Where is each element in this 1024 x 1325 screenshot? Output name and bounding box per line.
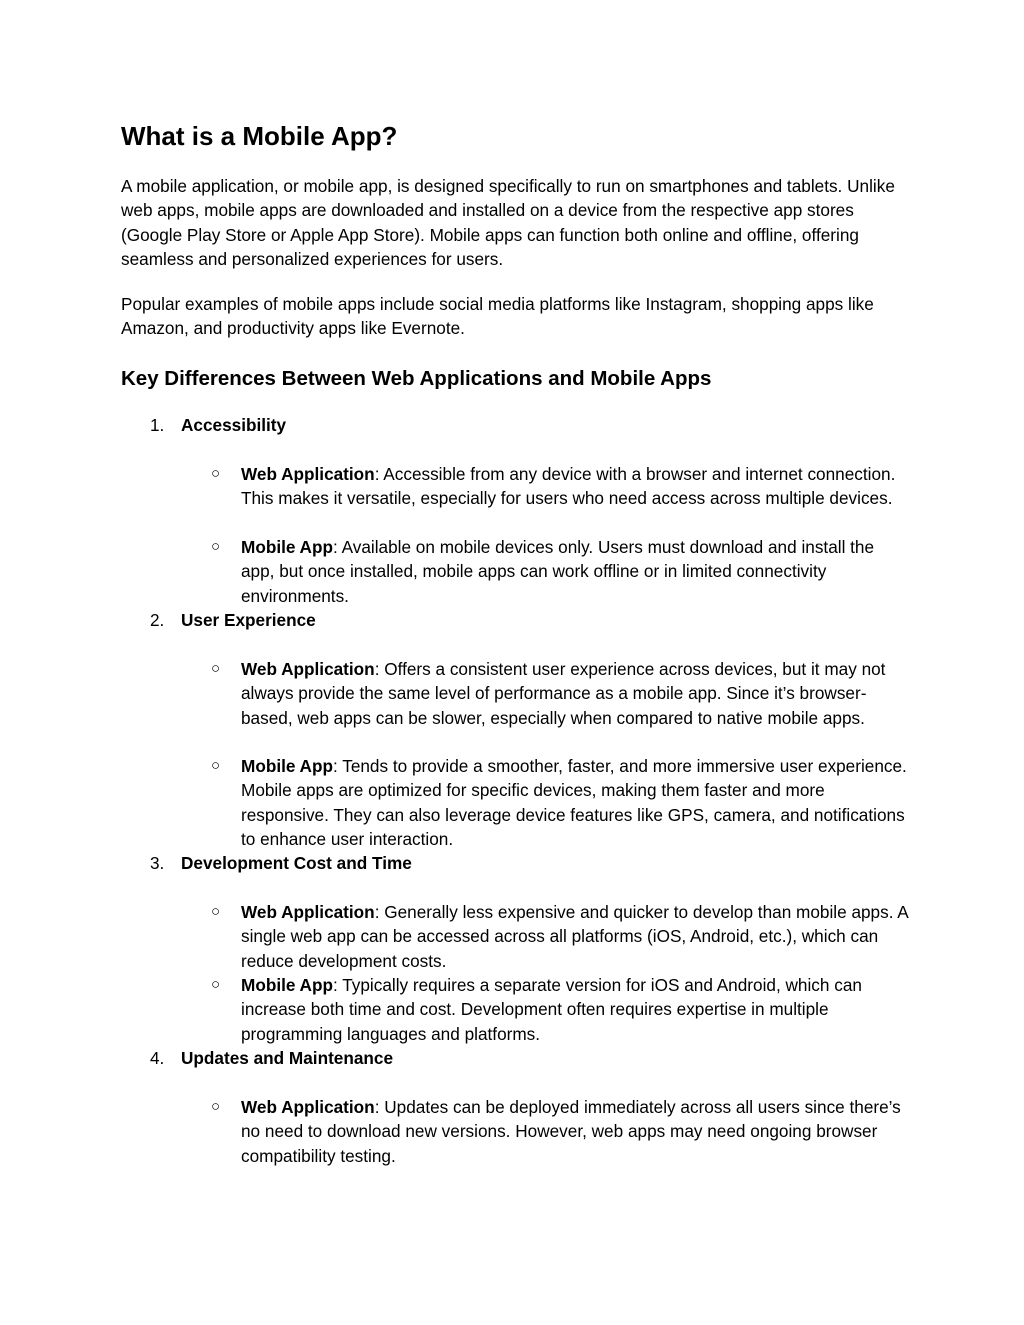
bullet-text: : Tends to provide a smoother, faster, and more immersive user experience. Mobile apps are optimized for specific devices, making them faster and more responsive. They can also leverage device features like GPS, camera, and notifications to enhance user interaction.	[241, 756, 907, 850]
bullet-item	[211, 754, 911, 852]
bullet-lead: Web Application	[241, 902, 375, 922]
list-number: 3.	[150, 853, 165, 873]
bullet-text: : Available on mobile devices only. Users must download and install the app, but once installed, mobile apps can work offline or in limited connectivity environments.	[241, 537, 875, 606]
section-heading: Key Differences Between Web Applications and Mobile Apps	[121, 367, 712, 390]
bullet-lead: Web Application	[241, 464, 375, 484]
bullet-text: : Updates can be deployed immediately across all users since there’s no need to download new versions. However, web apps may need ongoing browser compatibility testing.	[241, 1097, 901, 1166]
list-item-title: Development Cost and Time	[181, 853, 412, 873]
list-item-title: Accessibility	[181, 415, 287, 435]
list-number: 2.	[150, 610, 165, 630]
bullet-text: : Offers a consistent user experience across devices, but it may not always provide the same level of performance as a mobile app. Since it’s browser-based, web apps can be slower, especially when compared to native mobile apps.	[241, 659, 886, 728]
list-number: 1.	[150, 415, 165, 435]
list-item-title: Updates and Maintenance	[181, 1048, 394, 1068]
bullet-text: : Typically requires a separate version for iOS and Android, which can increase both time and cost. Development often requires expertise in multiple programming languages and platforms.	[241, 975, 862, 1044]
intro-paragraph-2: Popular examples of mobile apps include social media platforms like Instagram, shopping apps like Amazon, and productivity apps like Evernote.	[121, 294, 874, 339]
bullet-lead: Mobile App	[241, 975, 333, 995]
circle-bullet-icon: ○	[211, 1098, 221, 1115]
circle-bullet-icon: ○	[211, 757, 221, 774]
intro-paragraph-1: A mobile application, or mobile app, is designed specifically to run on smartphones and tablets. Unlike web apps, mobile apps are downloaded and installed on a device from the respective app stores (Google Play Store or Apple App Store). Mobile apps can function both online and offline, offering seamless and personalized experiences for users.	[121, 176, 895, 270]
list-item-accessibility	[150, 413, 286, 437]
bullet-item	[211, 900, 911, 973]
bullet-lead: Mobile App	[241, 537, 333, 557]
list-item-development-cost	[150, 851, 412, 875]
bullet-lead: Web Application	[241, 1097, 375, 1117]
list-item-updates-maintenance	[150, 1046, 393, 1070]
circle-bullet-icon: ○	[211, 903, 221, 920]
bullet-lead: Mobile App	[241, 756, 333, 776]
bullet-item	[211, 657, 911, 730]
circle-bullet-icon: ○	[211, 976, 221, 993]
page-title: What is a Mobile App?	[121, 121, 398, 151]
bullet-text: : Accessible from any device with a browser and internet connection. This makes it versatile, especially for users who need access across multiple devices.	[241, 464, 896, 509]
bullet-item	[211, 462, 911, 511]
bullet-lead: Web Application	[241, 659, 375, 679]
circle-bullet-icon: ○	[211, 660, 221, 677]
list-item-user-experience	[150, 608, 316, 632]
list-number: 4.	[150, 1048, 165, 1068]
bullet-item	[211, 535, 911, 608]
bullet-item	[211, 973, 911, 1046]
circle-bullet-icon: ○	[211, 465, 221, 482]
circle-bullet-icon: ○	[211, 538, 221, 555]
bullet-text: : Generally less expensive and quicker to develop than mobile apps. A single web app can be accessed across all platforms (iOS, Android, etc.), which can reduce development costs.	[241, 902, 908, 971]
bullet-item	[211, 1095, 911, 1168]
list-item-title: User Experience	[181, 610, 316, 630]
